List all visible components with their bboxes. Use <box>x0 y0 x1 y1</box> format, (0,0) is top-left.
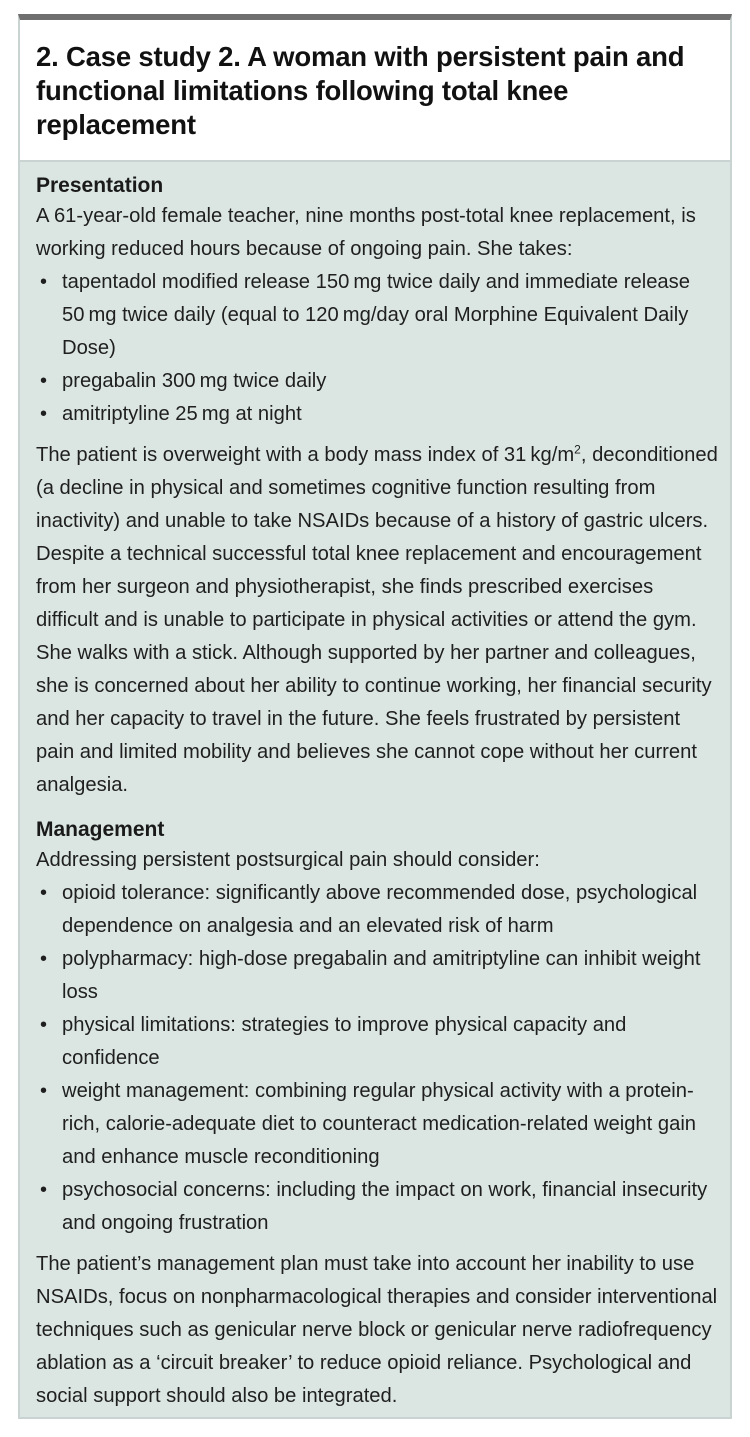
management-list <box>36 877 718 1240</box>
list-item: • physical limitations: strategies to improve physical capacity and confidence <box>36 1009 718 1075</box>
case-study-title <box>36 40 718 142</box>
presentation-intro: A 61-year-old female teacher, nine months post-total knee replacement, is working reduced hours because of ongoing pain. She takes: <box>36 205 696 260</box>
list-item: • psychosocial concerns: including the impact on work, financial insecurity and ongoing frustration <box>36 1174 718 1240</box>
management-intro: Addressing persistent postsurgical pain should consider: <box>36 849 540 871</box>
list-item: • pregabalin 300 mg twice daily <box>36 365 718 398</box>
list-item: • tapentadol modified release 150 mg twice daily and immediate release 50 mg twice daily (equal to 120 mg/day oral Morphine Equivalent Daily Dose) <box>36 266 718 365</box>
superscript: 2 <box>574 442 581 457</box>
list-item: • opioid tolerance: significantly above recommended dose, psychological dependence on analgesia and an elevated risk of harm <box>36 877 718 943</box>
list-item: • amitriptyline 25 mg at night <box>36 398 718 431</box>
case-study-content <box>20 162 730 1413</box>
management-section <box>36 816 718 1413</box>
title-band <box>20 20 730 162</box>
body-text-end: , deconditioned (a decline in physical and sometimes cognitive function resulting from inactivity) and unable to take NSAIDs because of a history of gastric ulcers. Despite a technical successful total knee replacement and encouragement from her surgeon and physiotherapist, she finds prescribed exercises difficult and is unable to participate in physical activities or attend the gym. She walks with a stick. Although supported by her partner and colleagues, she is concerned about her ability to continue working, her financial security and her capacity to travel in the future. She feels frustrated by persistent pain and limited mobility and believes she cannot cope without her current analgesia. <box>36 444 718 796</box>
presentation-body <box>36 439 718 802</box>
list-item: • polypharmacy: high-dose pregabalin and amitriptyline can inhibit weight loss <box>36 943 718 1009</box>
title-line-1: 2. Case study 2. A woman with persistent pain and <box>36 41 685 72</box>
presentation-heading: Presentation <box>36 174 164 197</box>
case-study-box <box>18 14 732 1419</box>
medication-list <box>36 266 718 431</box>
management-conclusion: The patient’s management plan must take into account her inability to use NSAIDs, focus on nonpharmacological therapies and consider interventional techniques such as genicular nerve block or genicular nerve radiofrequency ablation as a ‘circuit breaker’ to reduce opioid reliance. Psychological and social support should also be integrated. <box>36 1253 718 1407</box>
list-item: • weight management: combining regular physical activity with a protein-rich, calorie-adequate diet to counteract medication-related weight gain and enhance muscle reconditioning <box>36 1075 718 1174</box>
presentation-section <box>36 172 718 802</box>
management-heading: Management <box>36 818 165 841</box>
title-line-2: functional limitations following total knee replacement <box>36 75 569 140</box>
body-text-start: The patient is overweight with a body mass index of 31 kg/m <box>36 444 575 466</box>
